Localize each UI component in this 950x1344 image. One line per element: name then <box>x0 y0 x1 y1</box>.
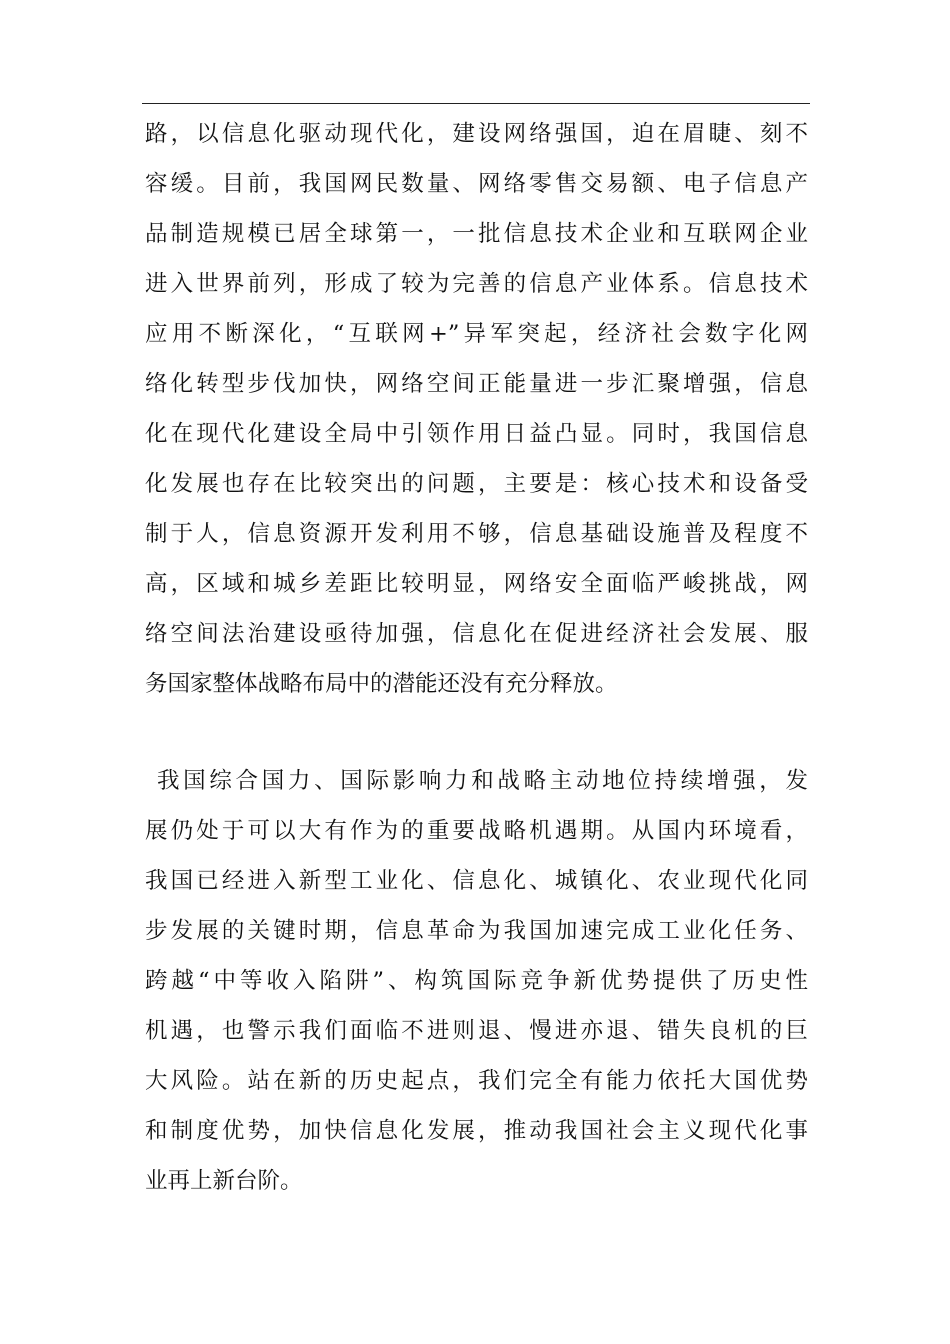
text-line: 务国家整体战略布局中的潜能还没有充分释放。 <box>145 671 618 697</box>
text-line: 品制造规模已居全球第一，一批信息技术企业和互联网企业 <box>145 221 808 247</box>
text-line: 跨越“中等收入陷阱”、构筑国际竞争新优势提供了历史性 <box>145 968 808 994</box>
text-line: 和制度优势，加快信息化发展，推动我国社会主义现代化事 <box>145 1118 808 1144</box>
text-line: 步发展的关键时期，信息革命为我国加速完成工业化任务、 <box>145 918 808 944</box>
text-line: 路，以信息化驱动现代化，建设网络强国，迫在眉睫、刻不 <box>145 121 808 147</box>
text-line: 高，区域和城乡差距比较明显，网络安全面临严峻挑战，网 <box>145 571 808 597</box>
text-line: 业再上新台阶。 <box>145 1168 303 1194</box>
header-rule <box>142 103 810 104</box>
text-line: 化发展也存在比较突出的问题，主要是：核心技术和设备受 <box>145 471 808 497</box>
text-line: 制于人，信息资源开发利用不够，信息基础设施普及程度不 <box>145 521 808 547</box>
text-line: 化在现代化建设全局中引领作用日益凸显。同时，我国信息 <box>145 421 808 447</box>
text-line: 应用不断深化，“互联网+”异军突起，经济社会数字化网 <box>145 321 808 347</box>
text-line: 机遇，也警示我们面临不进则退、慢进亦退、错失良机的巨 <box>145 1018 808 1044</box>
text-line: 进入世界前列，形成了较为完善的信息产业体系。信息技术 <box>145 271 808 297</box>
text-line: 络化转型步伐加快，网络空间正能量进一步汇聚增强，信息 <box>145 371 808 397</box>
text-line: 络空间法治建设亟待加强，信息化在促进经济社会发展、服 <box>145 621 808 647</box>
text-line: 我国已经进入新型工业化、信息化、城镇化、农业现代化同 <box>145 868 808 894</box>
text-line: 大风险。站在新的历史起点，我们完全有能力依托大国优势 <box>145 1068 808 1094</box>
text-line: 我国综合国力、国际影响力和战略主动地位持续增强，发 <box>157 768 808 794</box>
text-line: 容缓。目前，我国网民数量、网络零售交易额、电子信息产 <box>145 171 808 197</box>
paragraph-1 <box>145 109 808 709</box>
paragraph-2 <box>145 756 808 1206</box>
text-line: 展仍处于可以大有作为的重要战略机遇期。从国内环境看， <box>145 818 808 844</box>
